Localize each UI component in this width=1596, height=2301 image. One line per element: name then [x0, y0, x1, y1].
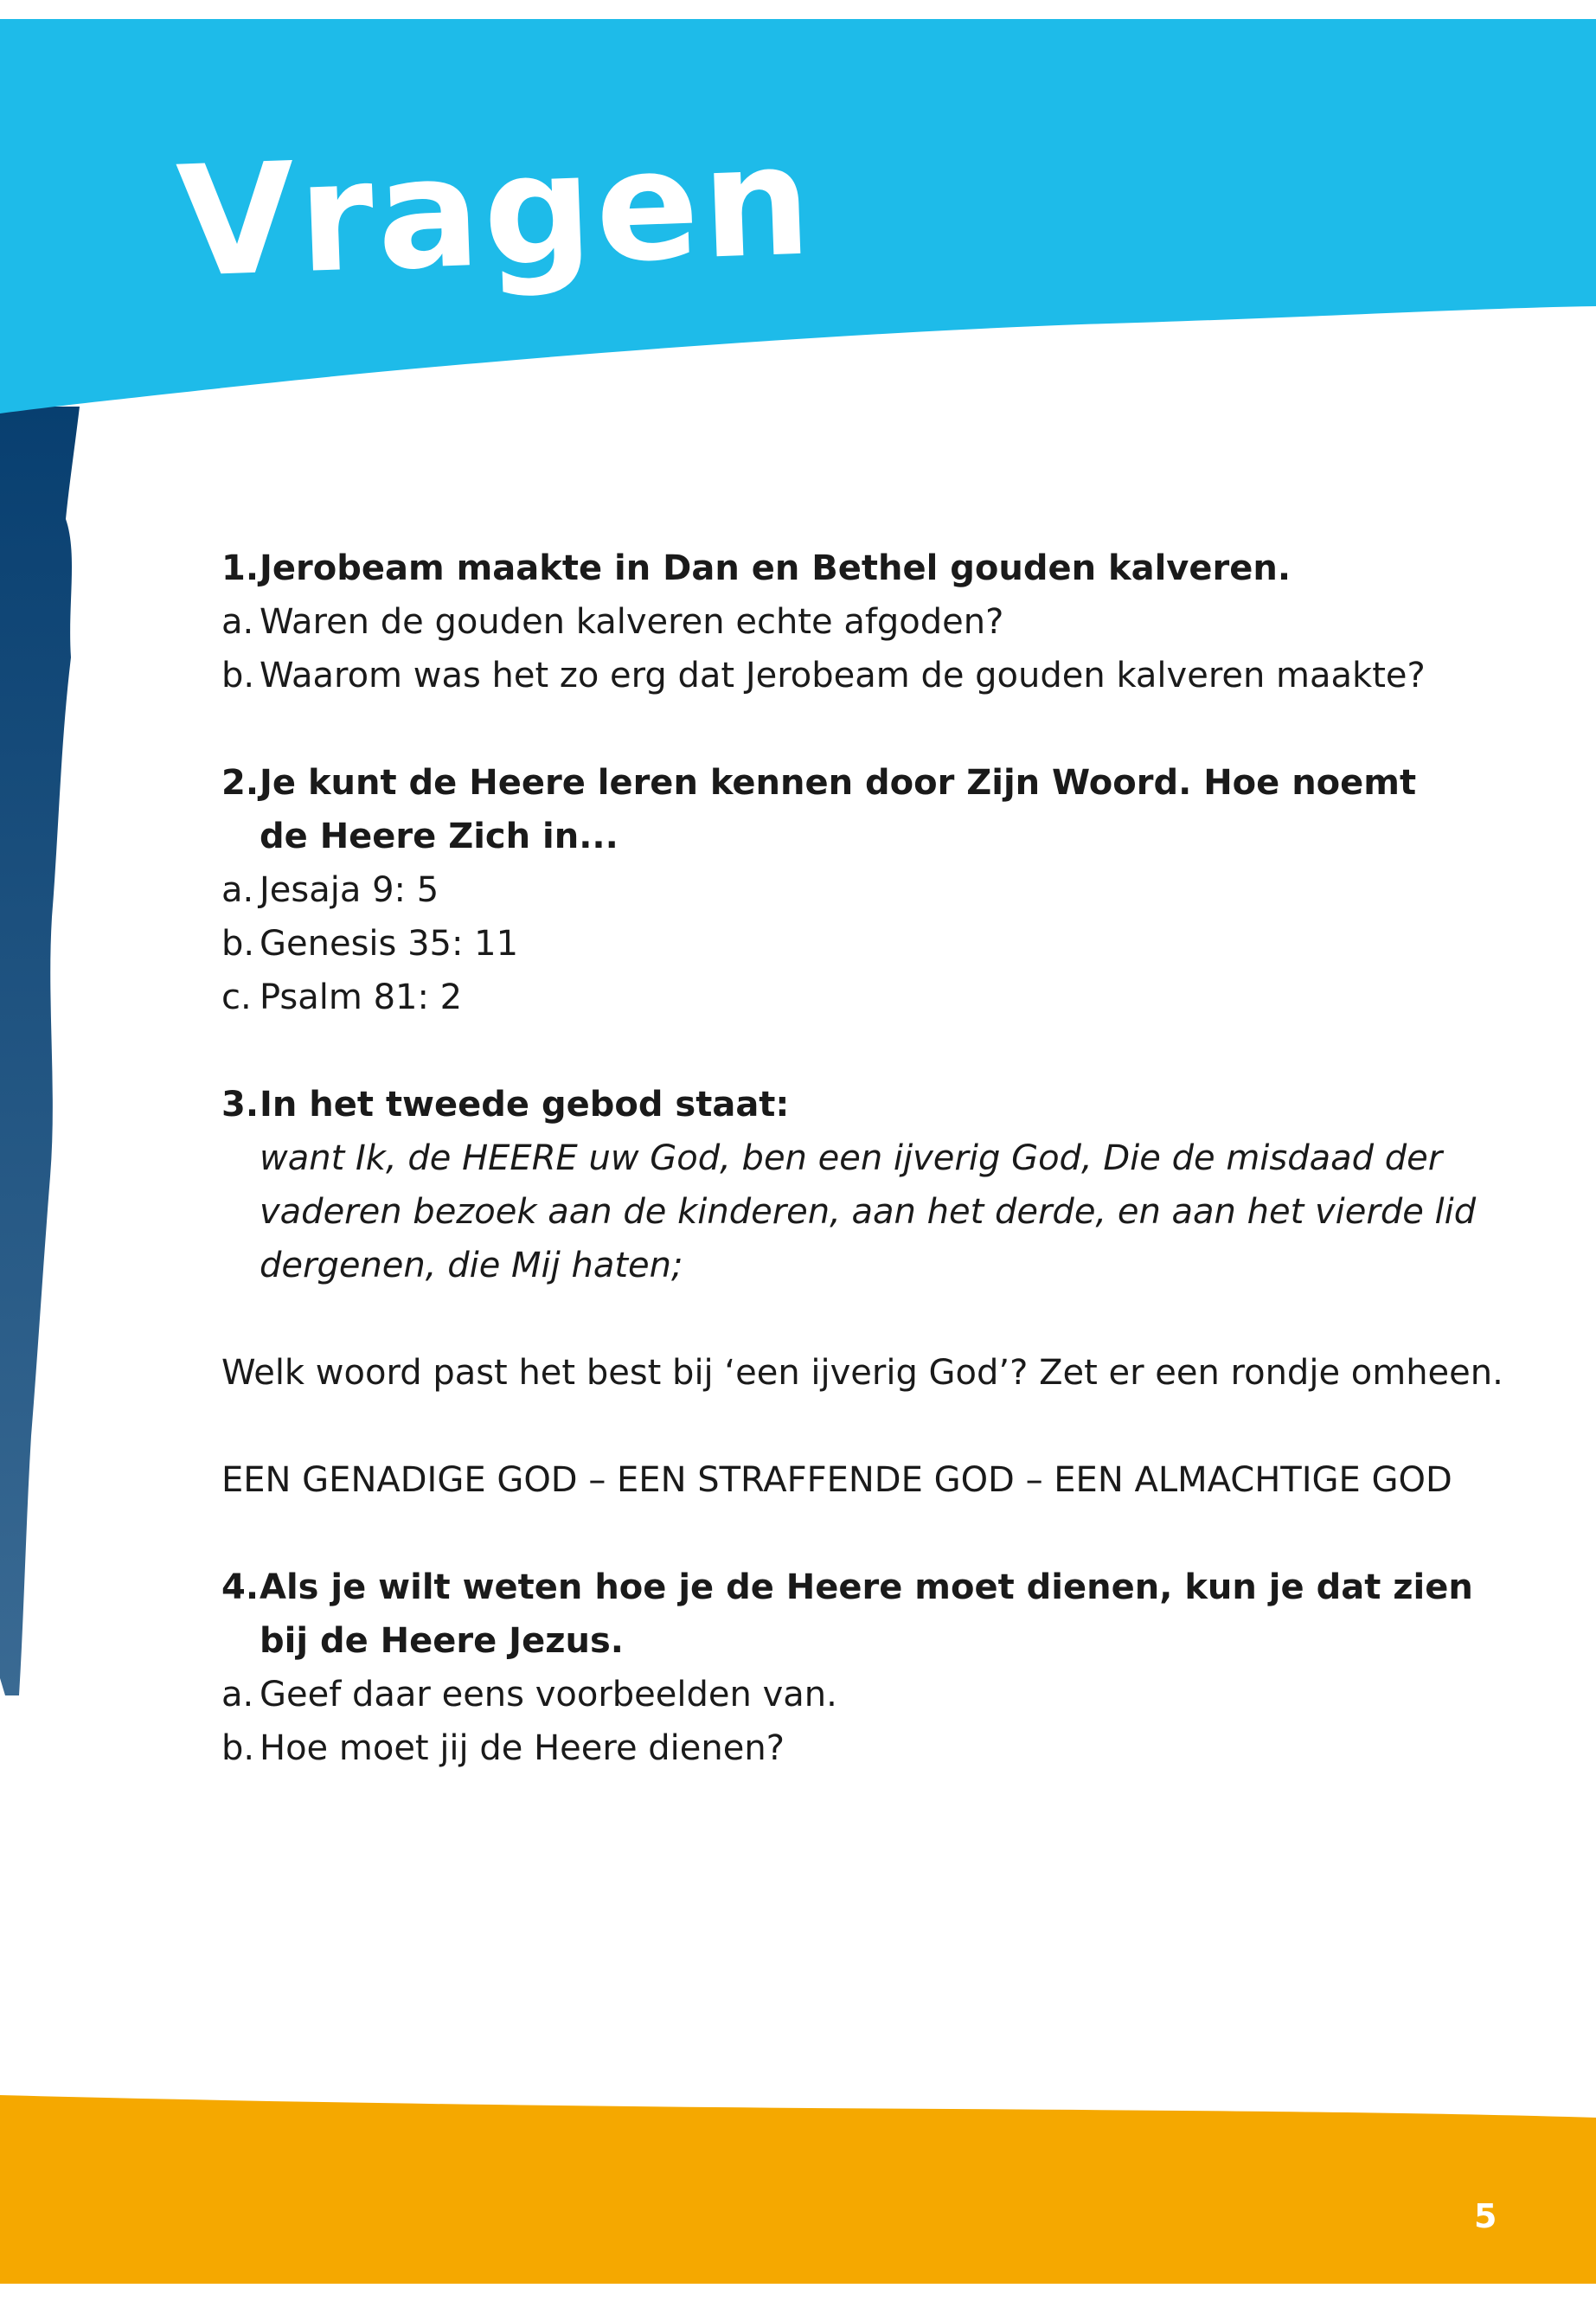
question-4-heading — [221, 1561, 1502, 1668]
question-2-sub-b — [221, 917, 1502, 971]
question-number: 1. — [221, 548, 260, 588]
question-number: 2. — [221, 763, 260, 803]
sub-label: b. — [221, 1728, 255, 1768]
bible-quote: want Ik, de HEERE uw God, ben een ijverig God, Die de misdaad der vaderen bezoek aan de kinderen, aan het derde, en aan het vierde lid dergenen, die Mij haten; — [260, 1138, 1477, 1285]
question-text: Je kunt de Heere leren kennen door Zijn Woord. Hoe noemt de Heere Zich in... — [260, 763, 1417, 856]
sub-label: b. — [221, 924, 255, 964]
footer-band — [0, 2095, 1596, 2284]
sub-label: a. — [221, 602, 254, 642]
question-number: 4. — [221, 1567, 260, 1607]
sub-text: Waren de gouden kalveren echte afgoden? — [260, 602, 1004, 642]
question-text: Als je wilt weten hoe je de Heere moet dienen, kun je dat zien bij de Heere Jezus. — [260, 1567, 1473, 1661]
sub-label: a. — [221, 870, 254, 910]
answer-options: EEN GENADIGE GOD – EEN STRAFFENDE GOD – EEN ALMACHTIGE GOD — [221, 1460, 1452, 1500]
question-text: In het tweede gebod staat: — [260, 1085, 790, 1125]
sub-label: c. — [221, 977, 252, 1017]
question-2-heading — [221, 756, 1502, 863]
page-title: Vragen — [174, 112, 817, 311]
left-sidebar-band — [0, 407, 80, 1695]
question-4-sub-b — [221, 1721, 1502, 1775]
question-2-sub-a — [221, 863, 1502, 917]
sub-text: Hoe moet jij de Heere dienen? — [260, 1728, 785, 1768]
question-1-heading — [221, 542, 1502, 595]
sub-text: Waarom was het zo erg dat Jerobeam de gouden kalveren maakte? — [260, 656, 1426, 695]
question-1-sub-a — [221, 595, 1502, 649]
sub-text: Genesis 35: 11 — [260, 924, 519, 964]
question-3-heading — [221, 1078, 1502, 1131]
sub-text: Jesaja 9: 5 — [260, 870, 439, 910]
question-number: 3. — [221, 1085, 260, 1125]
question-text: Jerobeam maakte in Dan en Bethel gouden kalveren. — [260, 548, 1292, 588]
sub-label: a. — [221, 1675, 254, 1715]
sub-text: Psalm 81: 2 — [260, 977, 463, 1017]
question-3-prompt: Welk woord past het best bij ‘een ijverig God’? Zet er een rondje omheen. — [221, 1353, 1503, 1393]
question-2-sub-c — [221, 971, 1502, 1024]
question-1-sub-b — [221, 649, 1502, 702]
question-4-sub-a — [221, 1668, 1502, 1721]
questions-list — [221, 542, 1502, 1775]
sub-text: Geef daar eens voorbeelden van. — [260, 1675, 837, 1715]
sub-label: b. — [221, 656, 255, 695]
page-number: 5 — [1474, 2197, 1497, 2235]
